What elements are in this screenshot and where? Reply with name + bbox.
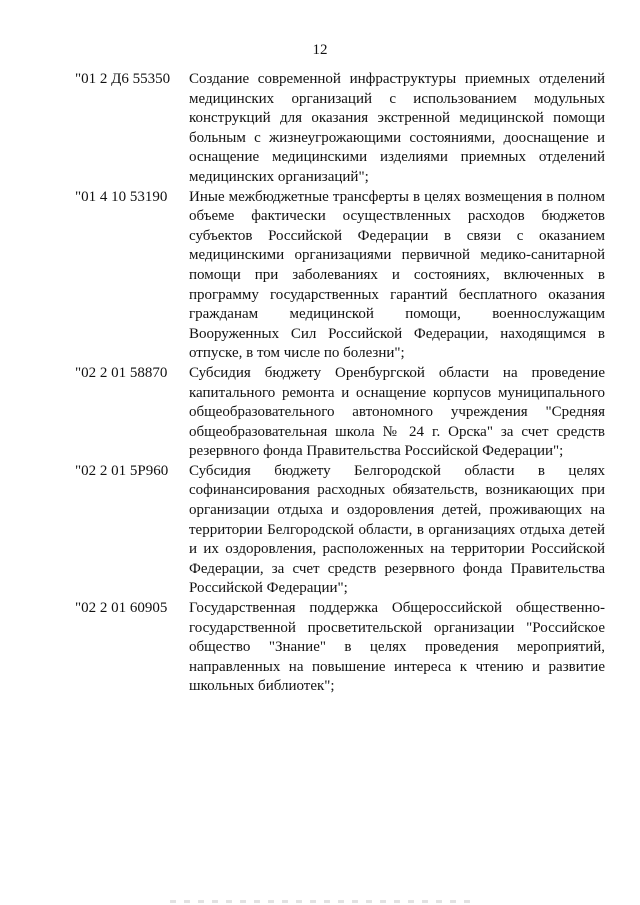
budget-code-description: Иные межбюджетные трансферты в целях возмещения в полном объеме фактически осуществленных расходов бюджетов субъектов Российской Федерации в связи с оказанием медицинскими организациями первичной медико-санитарной помощи при заболеваниях и состояниях, включенных в программу государственных гарантий бесплатного оказания гражданам медицинской помощи, военнослужащим Вооруженных Сил Российской Федерации, находящимся в отпуске, в том числе по болезни"; bbox=[189, 188, 605, 362]
budget-code: "02 2 01 58870 bbox=[75, 364, 168, 381]
budget-code: "02 2 01 5Р960 bbox=[75, 462, 169, 479]
budget-code-list bbox=[75, 70, 605, 697]
budget-code: "01 4 10 53190 bbox=[75, 188, 168, 205]
budget-code-description: Создание современной инфраструктуры приемных отделений медицинских организаций с использованием модульных конструкций для оказания экстренной медицинской помощи больным с жизнеугрожающими состояниями, дооснащение и оснащение медицинскими изделиями приемных отделений медицинских организаций"; bbox=[189, 71, 605, 185]
list-item bbox=[75, 364, 605, 462]
budget-code-description: Субсидия бюджету Оренбургской области на проведение капитального ремонта и оснащение корпусов муниципального общеобразовательного автономного учреждения "Средняя общеобразовательная школа № 24 г. Орска" за счет средств резервного фонда Правительства Российской Федерации"; bbox=[189, 364, 605, 460]
budget-code: "02 2 01 60905 bbox=[75, 600, 168, 617]
list-item bbox=[75, 70, 605, 188]
list-item bbox=[75, 462, 605, 599]
scan-artifact bbox=[170, 900, 470, 903]
list-item bbox=[75, 599, 605, 697]
budget-code-description: Государственная поддержка Общероссийской общественно-государственной просветительской организации "Российское общество "Знание" в целях проведения мероприятий, направленных на повышение интереса к чтению и развитие школьных библиотек"; bbox=[189, 600, 605, 695]
page-number: 12 bbox=[312, 42, 328, 58]
budget-code: "01 2 Д6 55350 bbox=[75, 71, 171, 87]
budget-code-description: Субсидия бюджету Белгородской области в целях софинансирования расходных обязательств, возникающих при организации отдыха и оздоровления детей, проживающих на территории Белгородской области, в организациях отдыха детей и их оздоровления, расположенных на территории Российской Федерации, за счет средств резервного фонда Правительства Российской Федерации"; bbox=[189, 462, 605, 597]
list-item bbox=[75, 188, 605, 364]
